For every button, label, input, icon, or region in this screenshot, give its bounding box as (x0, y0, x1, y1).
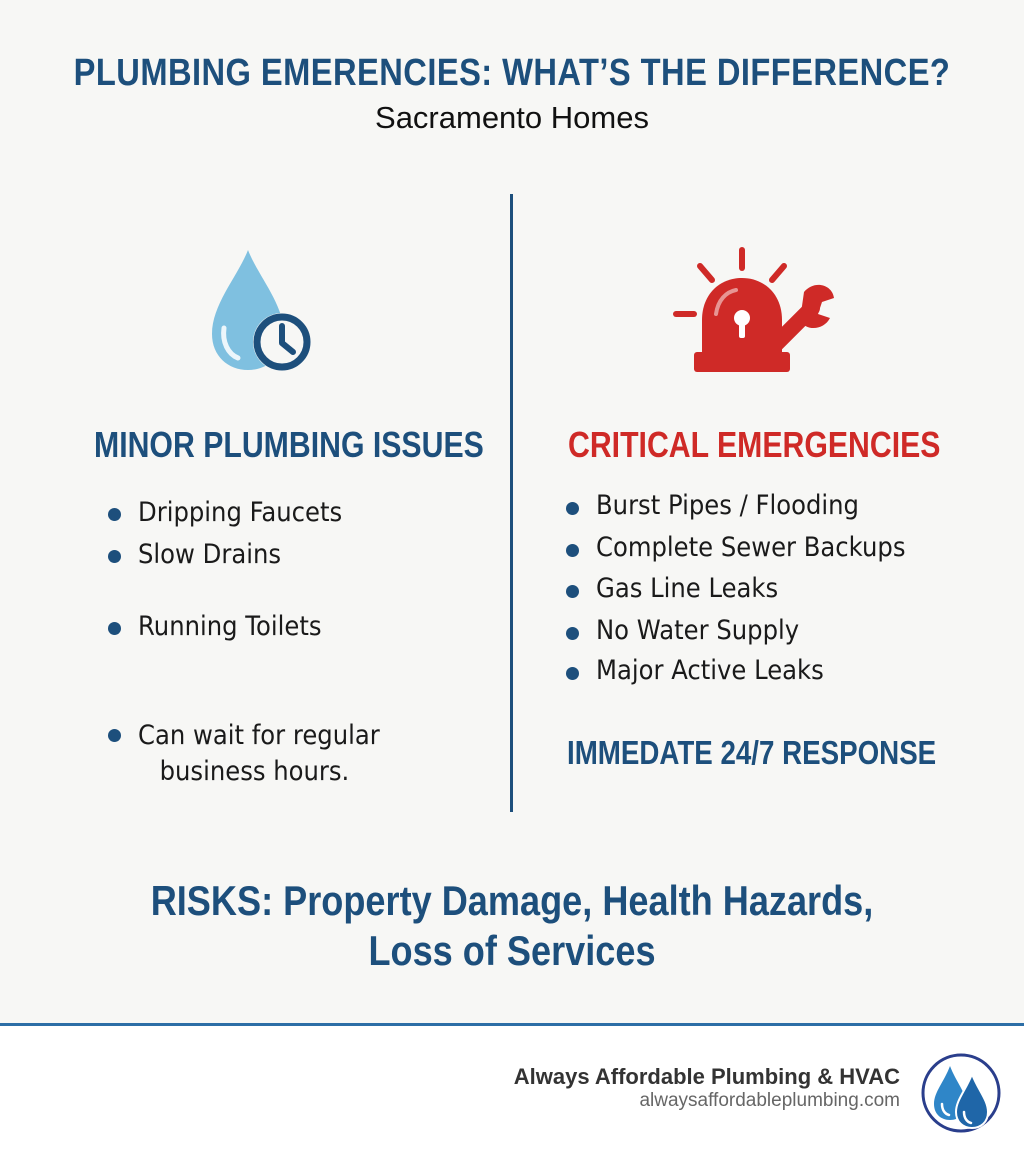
risks-statement (72, 876, 953, 976)
minor-item-slow-drains: Slow Drains (138, 539, 282, 570)
website-link[interactable]: alwaysaffordableplumbing.com (639, 1090, 900, 1111)
bullet-dot (566, 585, 579, 598)
minor-issues-heading: MINOR PLUMBING ISSUES (94, 424, 484, 465)
column-divider (510, 194, 513, 812)
critical-item-major-leaks: Major Active Leaks (596, 655, 824, 686)
wait-note-line1: Can wait for regular (138, 720, 380, 751)
risks-line1: RISKS: Property Damage, Health Hazards, (150, 877, 874, 924)
bullet-dot (566, 667, 579, 680)
response-callout: IMMEDATE 24/7 RESPONSE (567, 734, 937, 771)
critical-item-no-water: No Water Supply (596, 615, 800, 646)
bullet-dot (566, 544, 579, 557)
critical-item-sewer-backups: Complete Sewer Backups (596, 532, 906, 563)
critical-item-burst-pipes: Burst Pipes / Flooding (596, 490, 859, 521)
water-drop-clock-icon (208, 246, 318, 376)
critical-emergencies-heading: CRITICAL EMERGENCIES (568, 424, 941, 465)
risks-line2: Loss of Services (368, 927, 656, 974)
wait-note-line2: business hours. (159, 756, 350, 787)
critical-item-gas-leaks: Gas Line Leaks (596, 573, 779, 604)
bullet-dot (566, 627, 579, 640)
bullet-dot (108, 622, 121, 635)
company-name: Always Affordable Plumbing & HVAC (513, 1064, 900, 1089)
bullet-dot (108, 550, 121, 563)
bullet-dot (108, 729, 121, 742)
minor-item-running-toilets: Running Toilets (138, 611, 322, 642)
bullet-dot (108, 508, 121, 521)
minor-wait-note (138, 718, 380, 790)
page-title: PLUMBING EMERENCIES: WHAT’S THE DIFFERENCE? (73, 52, 951, 94)
page-subtitle: Sacramento Homes (375, 100, 649, 135)
water-drops-logo (920, 1052, 1002, 1134)
minor-item-dripping-faucets: Dripping Faucets (138, 497, 343, 528)
alarm-siren-wrench-icon (672, 244, 836, 376)
bullet-dot (566, 502, 579, 515)
